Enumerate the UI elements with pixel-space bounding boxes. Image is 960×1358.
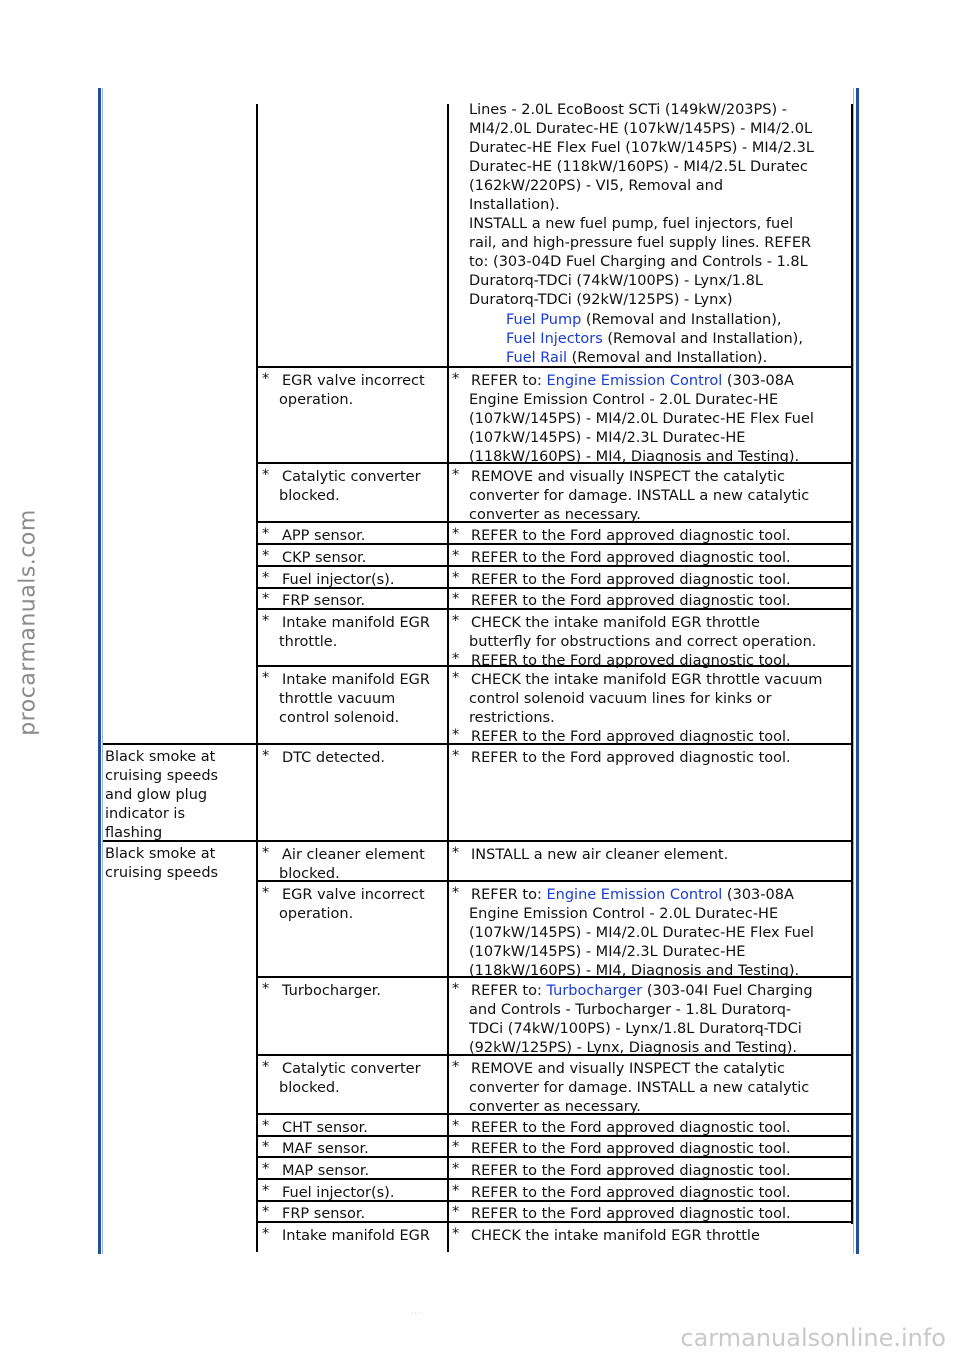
action-text-line: REFER to the Ford approved diagnostic tool. xyxy=(471,593,791,609)
action-text-line: Duratorq-TDCi (92kW/125PS) - Lynx) xyxy=(469,292,733,308)
bullet-star: * xyxy=(262,1139,270,1155)
fuel-rail-reference xyxy=(506,349,767,368)
symptom-text: flashing xyxy=(105,825,163,841)
bullet-star: * xyxy=(452,845,460,861)
cause-text: operation. xyxy=(279,906,354,922)
egr-reference xyxy=(471,886,794,905)
engine-emission-control-link[interactable]: Engine Emission Control xyxy=(546,887,723,903)
action-text-line: (92kW/125PS) - Lynx, Diagnosis and Testing). xyxy=(469,1040,797,1056)
cause-text: Intake manifold EGR xyxy=(282,615,430,631)
cause-text: EGR valve incorrect xyxy=(282,373,425,389)
bullet-star: * xyxy=(452,1226,460,1242)
cause-text: Fuel injector(s). xyxy=(282,1185,395,1201)
bullet-star: * xyxy=(452,591,460,607)
page-frame-right-inner xyxy=(853,88,854,1254)
action-text-line: Duratorq-TDCi (74kW/100PS) - Lynx/1.8L xyxy=(469,273,763,289)
action-text-line: Lines - 2.0L EcoBoost SCTi (149kW/203PS) - xyxy=(469,102,787,118)
action-text-line: Engine Emission Control - 2.0L Duratec-HE xyxy=(469,906,779,922)
action-text-line: REFER to the Ford approved diagnostic tool. xyxy=(471,572,791,588)
cause-text: MAF sensor. xyxy=(282,1141,369,1157)
fuel-injectors-reference xyxy=(506,330,803,349)
bullet-star: * xyxy=(262,526,270,542)
bullet-star: * xyxy=(262,1226,270,1242)
action-text-line: CHECK the intake manifold EGR throttle vacuum xyxy=(471,672,823,688)
action-text-line: REFER to the Ford approved diagnostic tool. xyxy=(471,1185,791,1201)
reference-suffix: (303-08A xyxy=(722,887,794,903)
action-text-line: restrictions. xyxy=(469,710,555,726)
action-text-line: REFER to the Ford approved diagnostic tool. xyxy=(471,1141,791,1157)
bullet-star: * xyxy=(452,981,460,997)
cause-text: Intake manifold EGR xyxy=(282,1228,430,1244)
reference-suffix: (Removal and Installation). xyxy=(567,350,768,366)
bullet-star: * xyxy=(262,1183,270,1199)
bullet-star: * xyxy=(452,1139,460,1155)
action-text-line: converter for damage. INSTALL a new catalytic xyxy=(469,488,810,504)
bottom-watermark: carmanualsonline.info xyxy=(680,1324,946,1352)
reference-suffix: (Removal and Installation), xyxy=(581,312,782,328)
action-text-line: to: (303-04D Fuel Charging and Controls - 1.8L xyxy=(469,254,808,270)
action-text-line: (107kW/145PS) - MI4/2.3L Duratec-HE xyxy=(469,430,746,446)
side-watermark xyxy=(8,420,48,820)
action-text-line: (118kW/160PS) - MI4, Diagnosis and Testing). xyxy=(469,963,800,979)
action-text-line: MI4/2.0L Duratec-HE (107kW/145PS) - MI4/2.0L xyxy=(469,121,813,137)
action-text-line: REFER to the Ford approved diagnostic tool. xyxy=(471,729,791,745)
row-divider xyxy=(103,840,853,842)
action-text-line: (162kW/220PS) - VI5, Removal and xyxy=(469,178,724,194)
cause-text: control solenoid. xyxy=(279,710,400,726)
fuel-rail-link[interactable]: Fuel Rail xyxy=(506,350,567,366)
cause-text: Catalytic converter xyxy=(282,1061,421,1077)
bullet-star: * xyxy=(262,613,270,629)
page-frame-right xyxy=(856,88,859,1254)
bullet-star: * xyxy=(452,1204,460,1220)
bullet-star: * xyxy=(262,670,270,686)
cause-text: throttle vacuum xyxy=(279,691,396,707)
bullet-star: * xyxy=(262,1161,270,1177)
fuel-injectors-link[interactable]: Fuel Injectors xyxy=(506,331,603,347)
cause-text: CHT sensor. xyxy=(282,1120,368,1136)
bullet-star: * xyxy=(452,727,460,743)
symptom-text: cruising speeds xyxy=(105,865,219,881)
cause-text: Air cleaner element xyxy=(282,847,425,863)
action-text-line: REFER to the Ford approved diagnostic tool. xyxy=(471,1206,791,1222)
bullet-star: * xyxy=(262,467,270,483)
bullet-star: * xyxy=(452,467,460,483)
action-text-line: converter for damage. INSTALL a new catalytic xyxy=(469,1080,810,1096)
column-divider-symptom xyxy=(256,104,258,1252)
action-text-line: REFER to the Ford approved diagnostic tool. xyxy=(471,1163,791,1179)
action-text-line: REFER to the Ford approved diagnostic tool. xyxy=(471,528,791,544)
cause-text: blocked. xyxy=(279,1080,340,1096)
bullet-star: * xyxy=(262,981,270,997)
cause-text: Intake manifold EGR xyxy=(282,672,430,688)
action-text-line: Duratec-HE (118kW/160PS) - MI4/2.5L Duratec xyxy=(469,159,808,175)
fuel-pump-link[interactable]: Fuel Pump xyxy=(506,312,582,328)
action-text-line: TDCi (74kW/100PS) - Lynx/1.8L Duratorq-TDCi xyxy=(469,1021,802,1037)
bullet-star: * xyxy=(262,548,270,564)
refer-prefix: REFER to: xyxy=(471,983,547,999)
refer-prefix: REFER to: xyxy=(471,373,547,389)
reference-suffix: (303-04I Fuel Charging xyxy=(642,983,813,999)
column-divider-cause xyxy=(447,104,449,1252)
action-text-line: CHECK the intake manifold EGR throttle xyxy=(471,615,760,631)
symptom-text: Black smoke at xyxy=(105,846,216,862)
symptom-text: and glow plug xyxy=(105,787,208,803)
cause-text: blocked. xyxy=(279,488,340,504)
turbo-reference xyxy=(471,982,813,1001)
action-text-line: REFER to the Ford approved diagnostic tool. xyxy=(471,653,791,669)
action-text-line: butterfly for obstructions and correct operation. xyxy=(469,634,817,650)
action-text-line: INSTALL a new air cleaner element. xyxy=(471,847,729,863)
side-watermark-text: procarmanuals.com xyxy=(15,509,41,736)
reference-suffix: (Removal and Installation), xyxy=(602,331,803,347)
cause-text: Catalytic converter xyxy=(282,469,421,485)
bullet-star: * xyxy=(262,570,270,586)
cause-text: APP sensor. xyxy=(282,528,366,544)
egr-reference xyxy=(471,372,794,391)
bullet-star: * xyxy=(452,885,460,901)
cause-text: MAP sensor. xyxy=(282,1163,370,1179)
action-text-line: converter as necessary. xyxy=(469,507,641,523)
symptom-text: cruising speeds xyxy=(105,768,219,784)
action-text-line: and Controls - Turbocharger - 1.8L Duratorq- xyxy=(469,1002,792,1018)
page-frame-left xyxy=(98,88,101,1254)
bullet-star: * xyxy=(452,1161,460,1177)
bullet-star: * xyxy=(262,591,270,607)
row-divider xyxy=(256,880,853,882)
bullet-star: * xyxy=(262,845,270,861)
cause-text: CKP sensor. xyxy=(282,550,367,566)
symptom-text: indicator is xyxy=(105,806,186,822)
bullet-star: * xyxy=(452,526,460,542)
cause-text: DTC detected. xyxy=(282,750,386,766)
cause-text: Turbocharger. xyxy=(282,983,382,999)
cause-text: throttle. xyxy=(279,634,338,650)
bullet-star: * xyxy=(452,548,460,564)
reference-suffix: (303-08A xyxy=(722,373,794,389)
bullet-star: * xyxy=(262,1204,270,1220)
bullet-star: * xyxy=(262,371,270,387)
page-frame-left-inner xyxy=(102,88,103,1254)
bullet-star: * xyxy=(262,1118,270,1134)
action-text-line: Engine Emission Control - 2.0L Duratec-HE xyxy=(469,392,779,408)
engine-emission-control-link[interactable]: Engine Emission Control xyxy=(546,373,723,389)
bullet-star: * xyxy=(262,885,270,901)
action-text-line: (107kW/145PS) - MI4/2.0L Duratec-HE Flex Fuel xyxy=(469,411,814,427)
action-text-line: REMOVE and visually INSPECT the catalytic xyxy=(471,1061,785,1077)
bullet-star: * xyxy=(452,1059,460,1075)
bullet-star: * xyxy=(452,651,460,667)
page-number-faint: ... xyxy=(410,1303,422,1317)
action-text-line: control solenoid vacuum lines for kinks or xyxy=(469,691,772,707)
bullet-star: * xyxy=(452,613,460,629)
bullet-star: * xyxy=(262,1059,270,1075)
bullet-star: * xyxy=(452,670,460,686)
action-text-line: (107kW/145PS) - MI4/2.3L Duratec-HE xyxy=(469,944,746,960)
cause-text: blocked. xyxy=(279,866,340,882)
cause-text: FRP sensor. xyxy=(282,593,366,609)
action-text-line: REFER to the Ford approved diagnostic tool. xyxy=(471,1120,791,1136)
bullet-star: * xyxy=(452,570,460,586)
action-text-line: REMOVE and visually INSPECT the catalytic xyxy=(471,469,785,485)
action-text-line: Duratec-HE Flex Fuel (107kW/145PS) - MI4/2.3L xyxy=(469,140,814,156)
bullet-star: * xyxy=(452,748,460,764)
column-divider-right xyxy=(851,104,853,1224)
action-text-line: INSTALL a new fuel pump, fuel injectors, fuel xyxy=(469,216,794,232)
action-text-line: (107kW/145PS) - MI4/2.0L Duratec-HE Flex Fuel xyxy=(469,925,814,941)
bullet-star: * xyxy=(452,1118,460,1134)
action-text-line: CHECK the intake manifold EGR throttle xyxy=(471,1228,760,1244)
turbocharger-link[interactable]: Turbocharger xyxy=(546,983,643,999)
cause-text: Fuel injector(s). xyxy=(282,572,395,588)
refer-prefix: REFER to: xyxy=(471,887,547,903)
action-text-line: Installation). xyxy=(469,197,560,213)
action-text-line: REFER to the Ford approved diagnostic tool. xyxy=(471,550,791,566)
cause-text: EGR valve incorrect xyxy=(282,887,425,903)
fuel-pump-reference xyxy=(506,311,782,330)
bullet-star: * xyxy=(452,1183,460,1199)
bullet-star: * xyxy=(262,748,270,764)
action-text-line: REFER to the Ford approved diagnostic tool. xyxy=(471,750,791,766)
action-text-line: (118kW/160PS) - MI4, Diagnosis and Testing). xyxy=(469,449,800,465)
cause-text: FRP sensor. xyxy=(282,1206,366,1222)
action-text-line: converter as necessary. xyxy=(469,1099,641,1115)
action-text-line: rail, and high-pressure fuel supply lines. REFER xyxy=(469,235,812,251)
bullet-star: * xyxy=(452,371,460,387)
cause-text: operation. xyxy=(279,392,354,408)
symptom-text: Black smoke at xyxy=(105,749,216,765)
